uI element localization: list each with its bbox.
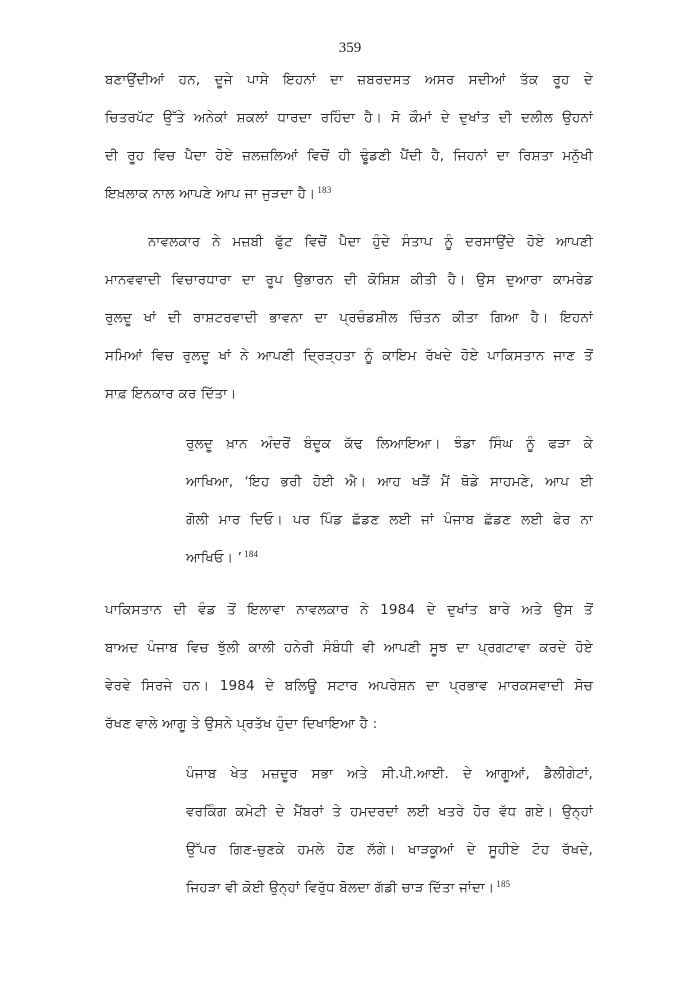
text-line: ਚਿਤਰਪੱਟ ਉੱਤੇ ਅਨੇਕਾਂ ਸ਼ਕਲਾਂ ਧਾਰਦਾ ਰਹਿੰਦਾ ਹੈ। ਸੋ ਕੌਮਾਂ ਦੇ ਦੁਖਾਂਤ ਦੀ ਦਲੀਲ ਉਹਨਾਂ xyxy=(105,110,593,126)
quote-line: ਪੰਜਾਬ ਖੇਤ ਮਜ਼ਦੂਰ ਸਭਾ ਅਤੇ ਸੀ.ਪੀ.ਆਈ. ਦੇ ਆਗੂਆਂ, ਡੈਲੀਗੇਟਾਂ, xyxy=(186,766,593,782)
quote-line: ਰੁਲਦੂ ਖ਼ਾਨ ਅੰਦਰੋਂ ਬੰਦੂਕ ਕੱਢ ਲਿਆਇਆ। ਝੰਡਾ ਸਿੰਘ ਨੂੰ ਫੜਾ ਕੇ xyxy=(186,436,593,452)
text-line: ਨਾਵਲਕਾਰ ਨੇ ਮਜ਼ਬੀ ਫੁੱਟ ਵਿਚੋਂ ਪੈਦਾ ਹੁੰਦੇ ਸੰਤਾਪ ਨੂੰ ਦਰਸਾਉਂਦੇ ਹੋਏ ਆਪਣੀ xyxy=(148,234,593,250)
text-line-last xyxy=(105,184,593,204)
footnote-ref-183: 183 xyxy=(317,185,332,195)
text-line: ਪਾਕਿਸਤਾਨ ਦੀ ਵੰਡ ਤੋਂ ਇਲਾਵਾ ਨਾਵਲਕਾਰ ਨੇ 1984 ਦੇ ਦੁਖਾਂਤ ਬਾਰੇ ਅਤੇ ਉਸ ਤੋਂ xyxy=(105,602,593,618)
quote-line: ਵਰਕਿੰਗ ਕਮੇਟੀ ਦੇ ਮੈਂਬਰਾਂ ਤੇ ਹਮਦਰਦਾਂ ਲਈ ਖਤਰੇ ਹੋਰ ਵੱਧ ਗਏ। ਉਨ੍ਹਾਂ xyxy=(186,804,593,820)
quote-line: ਜਿਹੜਾ ਵੀ ਕੋਈ ਉਨ੍ਹਾਂ ਵਿਰੁੱਧ ਬੋਲਦਾ ਗੱਡੀ ਚਾੜ ਦਿੱਤਾ ਜਾਂਦਾ। xyxy=(186,880,495,896)
quote-line: ਉੱਪਰ ਗਿਣ-ਚੁਣਕੇ ਹਮਲੇ ਹੋਣ ਲੱਗੇ। ਖਾੜਕੂਆਂ ਦੇ ਸੂਹੀਏ ਟੋਹ ਰੱਖਦੇ, xyxy=(186,842,593,858)
footnote-ref-185: 185 xyxy=(496,879,511,889)
text-line: ਸਾਫ਼ ਇਨਕਾਰ ਕਰ ਦਿੱਤਾ। xyxy=(105,386,237,402)
text-line: ਰੁਲਦੂ ਖਾਂ ਦੀ ਰਾਸ਼ਟਰਵਾਦੀ ਭਾਵਨਾ ਦਾ ਪ੍ਰਚੰਡਸ਼ੀਲ ਚਿੰਤਨ ਕੀਤਾ ਗਿਆ ਹੈ। ਇਹਨਾਂ xyxy=(105,310,593,326)
quote-line-last xyxy=(186,878,593,898)
text-line: ਬਣਾਉਂਦੀਆਂ ਹਨ, ਦੂਜੇ ਪਾਸੇ ਇਹਨਾਂ ਦਾ ਜ਼ਬਰਦਸਤ ਅਸਰ ਸਦੀਆਂ ਤੱਕ ਰੂਹ ਦੇ xyxy=(105,72,593,88)
text-line: ਦੀ ਰੂਹ ਵਿਚ ਪੈਦਾ ਹੋਏ ਜ਼ਲਜ਼ਲਿਆਂ ਵਿਚੋਂ ਹੀ ਢੂੰਡਣੀ ਪੈਂਦੀ ਹੈ, ਜਿਹਨਾਂ ਦਾ ਰਿਸ਼ਤਾ ਮਨੁੱਖੀ xyxy=(105,148,593,164)
quote-line: ਗੋਲੀ ਮਾਰ ਦਿਓ। ਪਰ ਪਿੰਡ ਛੱਡਣ ਲਈ ਜਾਂ ਪੰਜਾਬ ਛੱਡਣ ਲਈ ਫੇਰ ਨਾ xyxy=(186,512,593,528)
text-line: ਇਖ਼ਲਾਕ ਨਾਲ ਆਪਣੇ ਆਪ ਜਾ ਜੁੜਦਾ ਹੈ। xyxy=(105,186,316,202)
page-number: 359 xyxy=(338,40,362,56)
text-line: ਰੱਖਣ ਵਾਲੇ ਆਗੂ ਤੇ ਉਸਨੇ ਪ੍ਰਤੱਖ ਹੁੰਦਾ ਦਿਖਾਇਆ ਹੈ : xyxy=(105,716,378,732)
footnote-ref-184: 184 xyxy=(244,549,259,559)
text-line: ਸਮਿਆਂ ਵਿਚ ਰੁਲਦੂ ਖਾਂ ਨੇ ਆਪਣੀ ਦ੍ਰਿੜ੍ਹਤਾ ਨੂੰ ਕਾਇਮ ਰੱਖਦੇ ਹੋਏ ਪਾਕਿਸਤਾਨ ਜਾਣ ਤੋਂ xyxy=(105,348,593,364)
quote-line: ਆਖਿਆ, ‘ਇਹ ਭਰੀ ਹੋਈ ਐ। ਆਹ ਖੜੈਂ ਮੈਂ ਥੋਡੇ ਸਾਹਮਣੇ, ਆਪ ਈ xyxy=(186,474,593,490)
text-line: ਮਾਨਵਵਾਦੀ ਵਿਚਾਰਧਾਰਾ ਦਾ ਰੂਪ ਉਭਾਰਨ ਦੀ ਕੋਸ਼ਿਸ਼ ਕੀਤੀ ਹੈ। ਉਸ ਦੁਆਰਾ ਕਾਮਰੇਡ xyxy=(105,272,593,288)
quote-line: ਆਖਿਓ। ’ xyxy=(186,550,243,566)
text-line: ਵੇਰਵੇ ਸਿਰਜੇ ਹਨ। 1984 ਦੇ ਬਲਿਊ ਸਟਾਰ ਅਪਰੇਸ਼ਨ ਦਾ ਪ੍ਰਭਾਵ ਮਾਰਕਸਵਾਦੀ ਸੋਚ xyxy=(105,678,593,694)
quote-line-last xyxy=(186,548,593,568)
text-line: ਬਾਅਦ ਪੰਜਾਬ ਵਿਚ ਝੁੱਲੀ ਕਾਲੀ ਹਨੇਰੀ ਸੰਬੰਧੀ ਵੀ ਆਪਣੀ ਸੂਝ ਦਾ ਪ੍ਰਗਟਾਵਾ ਕਰਦੇ ਹੋਏ xyxy=(105,640,593,656)
